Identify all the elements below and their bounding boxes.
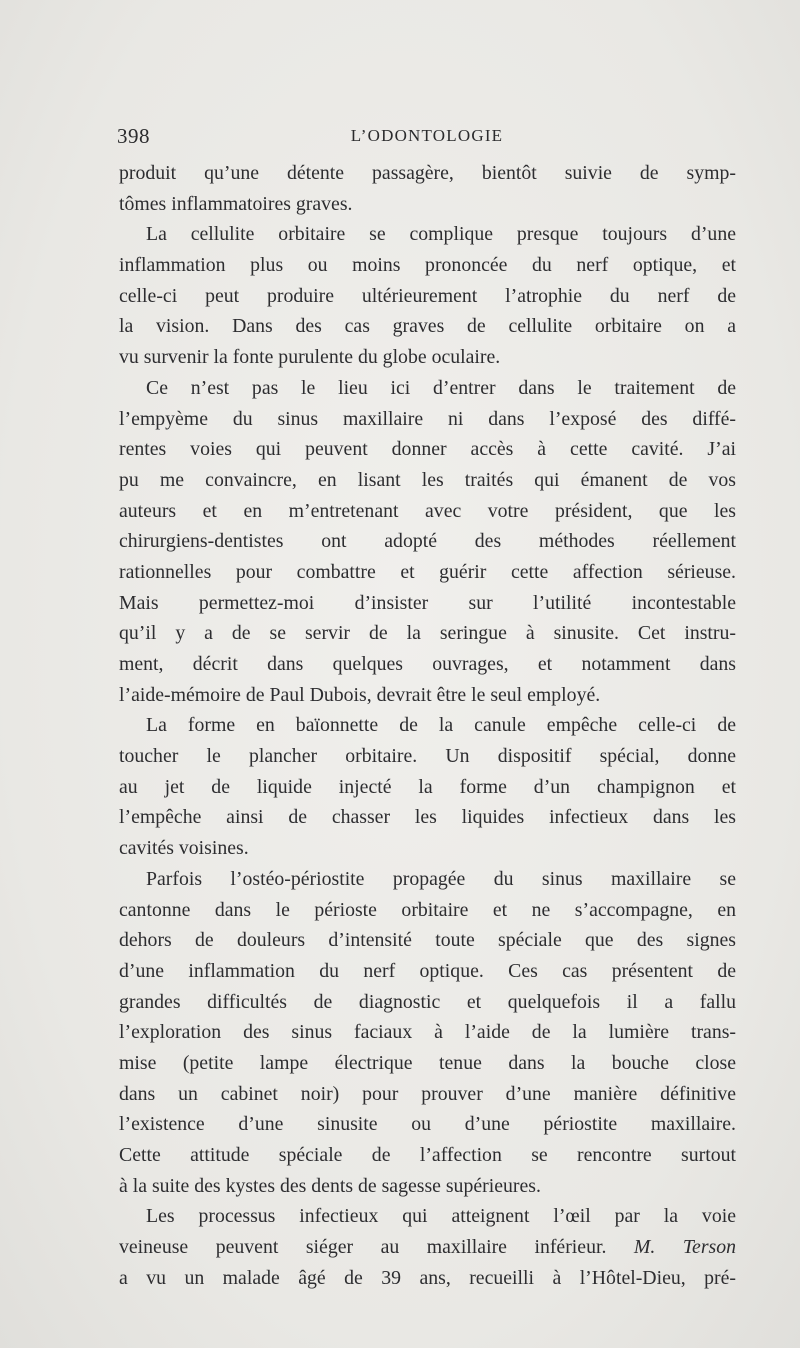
text-line: a vu un malade âgé de 39 ans, recueilli à l’Hôtel-Dieu, pré-: [119, 1266, 736, 1289]
text-line-with-name: [119, 1232, 736, 1263]
text-line: inflammation plus ou moins prononcée du nerf optique, et: [119, 254, 736, 277]
text-line: celle-ci peut produire ultérieurement l’atrophie du nerf de: [119, 284, 736, 307]
text-line-part: veineuse peuvent siéger au maxillaire inférieur.: [119, 1236, 607, 1259]
text-line: tômes inflammatoires graves.: [119, 192, 353, 215]
text-line: dehors de douleurs d’intensité toute spéciale que des signes: [119, 929, 736, 952]
page-number: 398: [117, 124, 150, 148]
text-line: produit qu’une détente passagère, bientôt suivie de symp-: [119, 162, 736, 184]
text-line: l’empyème du sinus maxillaire ni dans l’exposé des diffé-: [119, 407, 736, 430]
text-line: l’existence d’une sinusite ou d’une périostite maxillaire.: [119, 1113, 736, 1136]
text-line: Mais permettez-moi d’insister sur l’utilité incontestable: [119, 591, 736, 614]
text-line: Les processus infectieux qui atteignent l’œil par la voie: [146, 1205, 736, 1228]
text-line: Ce n’est pas le lieu ici d’entrer dans le traitement de: [146, 376, 736, 399]
running-title: L’ODONTOLOGIE: [350, 126, 504, 145]
text-line: qu’il y a de se servir de la seringue à sinusite. Cet instru-: [119, 622, 736, 645]
text-line: l’aide-mémoire de Paul Dubois, devrait être le seul employé.: [119, 683, 601, 706]
text-line: la vision. Dans des cas graves de cellulite orbitaire on a: [119, 315, 736, 338]
text-line: grandes difficultés de diagnostic et quelquefois il a fallu: [119, 990, 736, 1013]
text-line: rentes voies qui peuvent donner accès à cette cavité. J’ai: [119, 438, 736, 461]
text-line: à la suite des kystes des dents de sagesse supérieures.: [119, 1174, 541, 1197]
text-line: chirurgiens-dentistes ont adopté des méthodes réellement: [119, 530, 736, 553]
text-line: dans un cabinet noir) pour prouver d’une manière définitive: [119, 1082, 736, 1105]
text-line: rationnelles pour combattre et guérir cette affection sérieuse.: [119, 560, 736, 583]
text-line: au jet de liquide injecté la forme d’un champignon et: [119, 775, 736, 798]
text-line: pu me convaincre, en lisant les traités qui émanent de vos: [119, 468, 736, 491]
text-line: vu survenir la fonte purulente du globe oculaire.: [119, 346, 501, 369]
page-header: [117, 124, 737, 154]
text-line: auteurs et en m’entretenant avec votre président, que les: [119, 499, 736, 522]
text-line: toucher le plancher orbitaire. Un dispositif spécial, donne: [119, 745, 736, 768]
text-line: cantonne dans le périoste orbitaire et ne s’accompagne, en: [119, 898, 736, 921]
text-line: Cette attitude spéciale de l’affection se rencontre surtout: [119, 1144, 736, 1166]
text-line: d’une inflammation du nerf optique. Ces cas présentent de: [119, 959, 736, 982]
text-line: l’exploration des sinus faciaux à l’aide de la lumière trans-: [119, 1021, 736, 1044]
text-line: cavités voisines.: [119, 837, 249, 860]
text-line: l’empêche ainsi de chasser les liquides infectieux dans les: [119, 806, 736, 829]
text-line: mise (petite lampe électrique tenue dans la bouche close: [119, 1051, 736, 1074]
body-text: [119, 158, 736, 1293]
text-line: La forme en baïonnette de la canule empêche celle-ci de: [146, 714, 736, 737]
text-line: ment, décrit dans quelques ouvrages, et notamment dans: [119, 653, 736, 675]
text-line: La cellulite orbitaire se complique presque toujours d’une: [146, 223, 736, 246]
author-name: M. Terson: [633, 1236, 736, 1259]
text-line: Parfois l’ostéo-périostite propagée du sinus maxillaire se: [146, 867, 736, 890]
